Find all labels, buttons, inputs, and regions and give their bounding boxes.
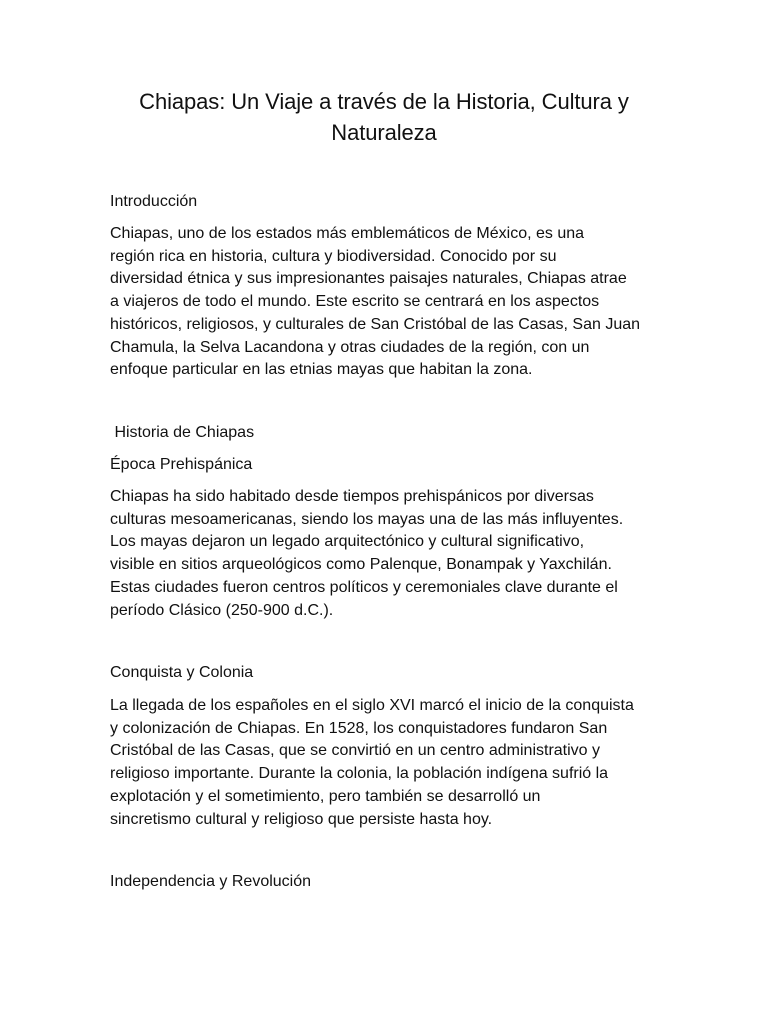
- heading-historia: Historia de Chiapas: [110, 424, 255, 441]
- heading-introduccion: Introducción: [110, 193, 198, 210]
- paragraph-line: Chiapas ha sido habitado desde tiempos prehispánicos por diversas: [110, 488, 594, 505]
- title-line: Chiapas: Un Viaje a través de la Historia, Cultura y: [139, 89, 629, 114]
- paragraph-line: visible en sitios arqueológicos como Palenque, Bonampak y Yaxchilán.: [110, 556, 612, 574]
- paragraph-line: culturas mesoamericanas, siendo los mayas una de las más influyentes.: [110, 510, 624, 528]
- paragraph-line: diversidad étnica y sus impresionantes paisajes naturales, Chiapas atrae: [110, 270, 627, 288]
- paragraph-epoca-prehispanica: [110, 486, 670, 622]
- paragraph-line: y colonización de Chiapas. En 1528, los conquistadores fundaron San: [110, 719, 608, 737]
- paragraph-line: La llegada de los españoles en el siglo XVI marcó el inicio de la conquista: [110, 697, 634, 714]
- paragraph-line: religioso importante. Durante la colonia, la población indígena sufrió la: [110, 765, 609, 783]
- paragraph-line: Los mayas dejaron un legado arquitectónico y cultural significativo,: [110, 533, 585, 551]
- heading-epoca-prehispanica: Época Prehispánica: [110, 456, 253, 473]
- paragraph-line: región rica en historia, cultura y biodiversidad. Conocido por su: [110, 247, 557, 265]
- paragraph-line: período Clásico (250-900 d.C.).: [110, 601, 334, 619]
- paragraph-line: explotación y el sometimiento, pero también se desarrolló un: [110, 787, 541, 805]
- paragraph-line: Chamula, la Selva Lacandona y otras ciudades de la región, con un: [110, 338, 590, 356]
- heading-conquista-colonia: Conquista y Colonia: [110, 664, 254, 681]
- paragraph-line: históricos, religiosos, y culturales de San Cristóbal de las Casas, San Juan: [110, 315, 641, 333]
- document-title: [100, 86, 668, 148]
- title-line: Naturaleza: [331, 120, 437, 145]
- paragraph-line: sincretismo cultural y religioso que persiste hasta hoy.: [110, 810, 493, 828]
- paragraph-introduccion: [110, 223, 670, 382]
- paragraph-line: Estas ciudades fueron centros políticos y ceremoniales clave durante el: [110, 578, 618, 596]
- paragraph-line: enfoque particular en las etnias mayas que habitan la zona.: [110, 361, 533, 379]
- paragraph-line: Chiapas, uno de los estados más emblemáticos de México, es una: [110, 225, 585, 242]
- paragraph-line: Cristóbal de las Casas, que se convirtió en un centro administrativo y: [110, 742, 601, 760]
- heading-independencia-revolucion: Independencia y Revolución: [110, 873, 312, 890]
- paragraph-conquista-colonia: [110, 695, 670, 831]
- paragraph-line: a viajeros de todo el mundo. Este escrito se centrará en los aspectos: [110, 293, 600, 311]
